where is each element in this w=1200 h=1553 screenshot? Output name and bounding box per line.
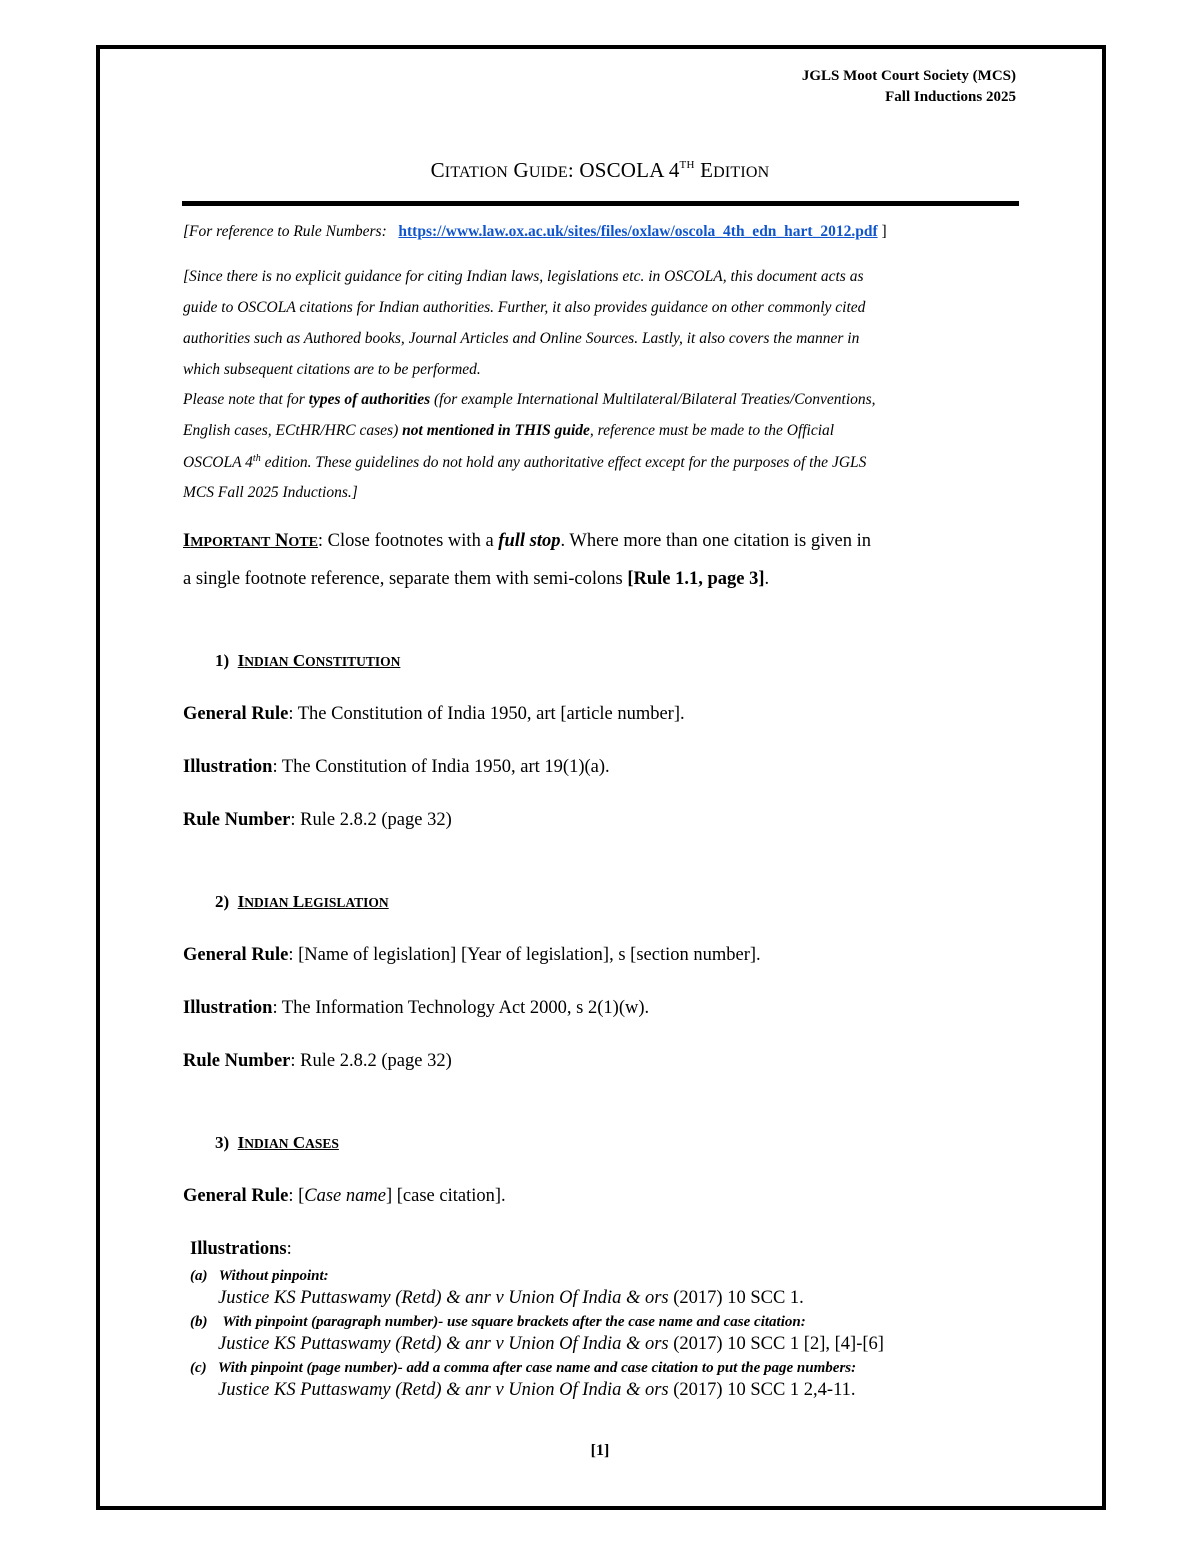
section-heading: 3) INDIAN CASES (215, 1133, 339, 1152)
title-divider (182, 201, 1019, 206)
header-inductions: Fall Inductions 2025 (885, 89, 1016, 105)
illustration: Illustration: The Information Technology Act 2000, s 2(1)(w). (183, 998, 650, 1018)
page-number: [1] (590, 1442, 610, 1459)
general-rule: General Rule: The Constitution of India 1950, art [article number]. (183, 704, 685, 724)
header-society: JGLS Moot Court Society (MCS) (801, 68, 1016, 84)
intro-line: English cases, ECtHR/HRC cases) not mentioned in THIS guide, reference must be made to the Official (183, 422, 835, 439)
case-citation: Justice KS Puttaswamy (Retd) & anr v Union Of India & ors (2017) 10 SCC 1 2,4-11. (218, 1380, 856, 1400)
intro-line: OSCOLA 4th edition. These guidelines do not hold any authoritative effect except for the purposes of the JGLS (183, 453, 867, 472)
oscola-pdf-link[interactable]: https://www.law.ox.ac.uk/sites/files/oxlaw/oscola_4th_edn_hart_2012.pdf (398, 223, 878, 240)
important-note-line2: a single footnote reference, separate them with semi-colons [Rule 1.1, page 3]. (183, 569, 770, 589)
illustrations-label: Illustrations: (190, 1239, 292, 1259)
rule-number: Rule Number: Rule 2.8.2 (page 32) (183, 1051, 452, 1071)
intro-line: Please note that for types of authorities (for example International Multilateral/Bilateral Treaties/Conventions, (183, 391, 876, 408)
section-heading: 2) INDIAN LEGISLATION (215, 892, 389, 911)
intro-line: MCS Fall 2025 Inductions.] (183, 484, 358, 501)
intro-line: guide to OSCOLA citations for Indian authorities. Further, it also provides guidance on other commonly cited (183, 299, 866, 316)
intro-line: which subsequent citations are to be performed. (183, 361, 481, 378)
illustration-heading: (c) With pinpoint (page number)- add a comma after case name and case citation to put the page numbers: (190, 1360, 857, 1376)
case-citation: Justice KS Puttaswamy (Retd) & anr v Union Of India & ors (2017) 10 SCC 1 [2], [4]-[6] (218, 1334, 884, 1354)
rule-number: Rule Number: Rule 2.8.2 (page 32) (183, 810, 452, 830)
important-note: IMPORTANT NOTE: Close footnotes with a full stop. Where more than one citation is given in (183, 531, 871, 551)
case-citation: Justice KS Puttaswamy (Retd) & anr v Union Of India & ors (2017) 10 SCC 1. (218, 1288, 804, 1308)
intro-line: authorities such as Authored books, Journal Articles and Online Sources. Lastly, it also covers the manner in (183, 330, 860, 347)
section-heading: 1) INDIAN CONSTITUTION (215, 651, 401, 670)
reference-line: [For reference to Rule Numbers: https://www.law.ox.ac.uk/sites/files/oxlaw/oscola_4th_edn_hart_2012.pdf ] (183, 223, 887, 240)
illustration-heading: (b) With pinpoint (paragraph number)- use square brackets after the case name and case citation: (190, 1314, 806, 1330)
general-rule: General Rule: [Case name] [case citation]. (183, 1186, 506, 1206)
illustration: Illustration: The Constitution of India 1950, art 19(1)(a). (183, 757, 610, 777)
illustration-heading: (a) Without pinpoint: (190, 1268, 329, 1284)
general-rule: General Rule: [Name of legislation] [Year of legislation], s [section number]. (183, 945, 761, 965)
page-title: CITATION GUIDE: OSCOLA 4TH EDITION (430, 158, 770, 182)
intro-line: [Since there is no explicit guidance for citing Indian laws, legislations etc. in OSCOLA, this document acts as (183, 268, 864, 285)
